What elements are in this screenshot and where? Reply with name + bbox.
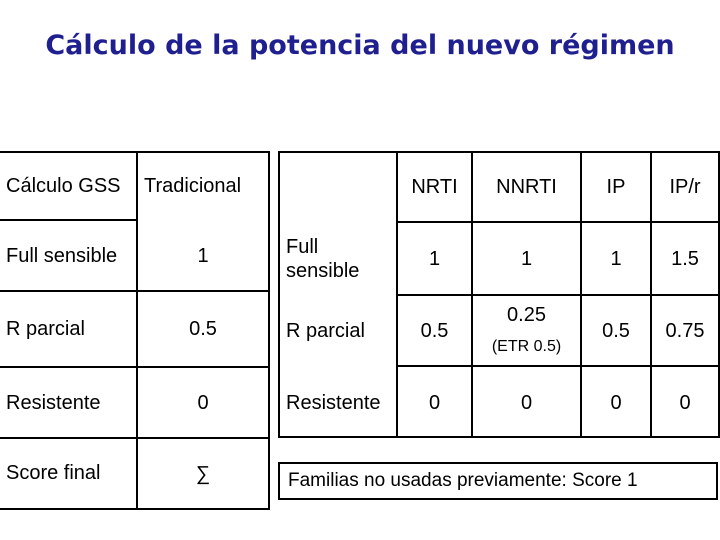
right-cell: 1.5 — [671, 247, 699, 270]
col-header-nrti: NRTI — [411, 176, 458, 198]
left-table-line — [268, 151, 270, 508]
left-row-label: R parcial — [6, 318, 85, 340]
col-header-nnrti: NNRTI — [496, 176, 557, 198]
right-cell: 0 — [679, 392, 691, 414]
right-cell: 1 — [520, 247, 533, 270]
left-header-tradicional: Tradicional — [144, 175, 242, 197]
right-cell: 0 — [428, 392, 441, 414]
right-row-label: R parcial — [286, 319, 365, 342]
left-row-value: 0 — [197, 391, 209, 414]
right-table-line — [278, 436, 720, 438]
right-row-label: Full sensible — [286, 235, 360, 282]
left-row-value: 1 — [197, 244, 209, 267]
sigma-symbol: ∑ — [195, 462, 211, 485]
footnote-box: Familias no usadas previamente: Score 1 — [278, 462, 718, 500]
right-cell: 1 — [610, 247, 622, 270]
right-row-label: Resistente — [286, 392, 381, 414]
col-header-ip: IP — [606, 176, 626, 198]
slide-title: Cálculo de la potencia del nuevo régimen — [45, 30, 675, 61]
right-cell-value: 0.25 — [507, 303, 546, 326]
left-row-value: 0.5 — [189, 318, 217, 340]
right-cell: 0.75 — [665, 319, 705, 342]
right-table-line — [278, 151, 280, 438]
left-row-label: Score final — [6, 462, 101, 484]
right-cell: 1 — [428, 247, 441, 270]
col-header-ipr: IP/r — [669, 176, 701, 198]
etr-note: (ETR 0.5) — [491, 337, 562, 355]
left-row-label: Resistente — [6, 391, 101, 414]
right-cell: 0 — [610, 392, 622, 414]
right-cell-nnrti-r-parcial — [473, 296, 580, 365]
left-table-line — [0, 508, 270, 510]
left-row-label: Full sensible — [6, 244, 118, 267]
right-cell: 0.5 — [420, 319, 449, 342]
right-cell: 0.5 — [602, 319, 630, 342]
left-header-calculo-gss: Cálculo GSS — [6, 175, 121, 197]
right-cell: 0 — [520, 392, 533, 414]
